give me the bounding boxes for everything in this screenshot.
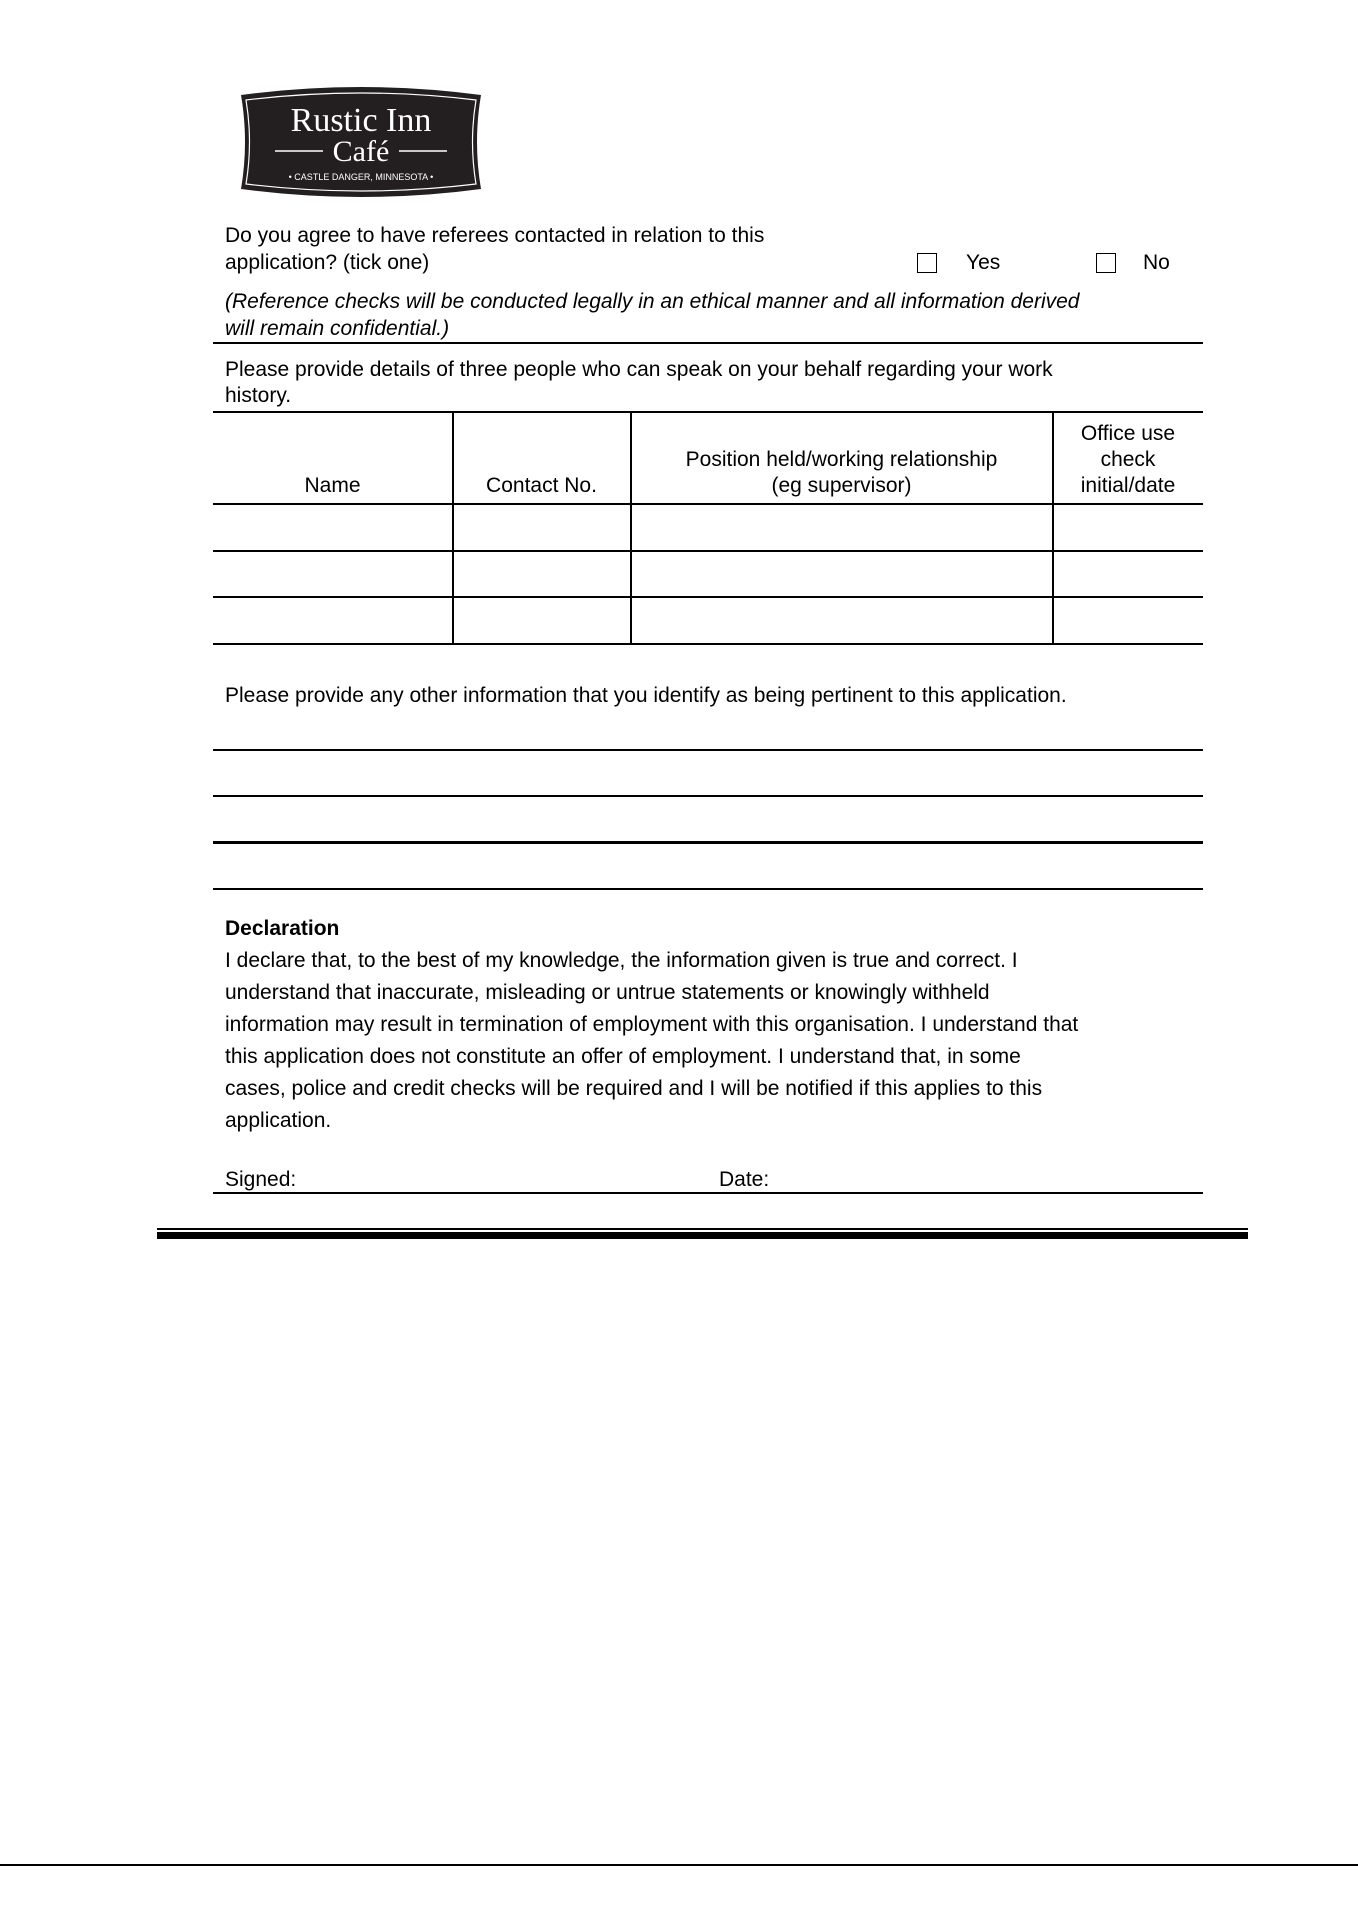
answer-rule: [213, 749, 1203, 751]
other-info-answer-line[interactable]: [213, 705, 1203, 749]
table-cell-office-use[interactable]: [1054, 598, 1203, 643]
table-cell-name[interactable]: [213, 505, 451, 550]
column-header-position-line2: (eg supervisor): [771, 474, 912, 497]
referees-intro-line2: history.: [225, 384, 292, 407]
declaration-line: cases, police and credit checks will be required and I will be notified if this applies to this: [225, 1077, 1043, 1100]
declaration-line: application.: [225, 1109, 332, 1132]
referees-question-line2: application? (tick one): [225, 251, 430, 274]
referees-question-line1: Do you agree to have referees contacted in relation to this: [225, 224, 765, 247]
yes-checkbox[interactable]: [917, 253, 937, 273]
date-field[interactable]: [780, 1162, 1200, 1192]
answer-rule: [213, 841, 1203, 844]
column-header-office-line2: check: [1100, 448, 1156, 471]
logo-tagline: • CASTLE DANGER, MINNESOTA •: [288, 172, 434, 182]
rustic-inn-cafe-logo: [235, 85, 487, 199]
logo-title-line1: Rustic Inn: [290, 102, 432, 139]
answer-rule: [213, 888, 1203, 890]
section-divider: [213, 342, 1203, 344]
column-header-position-line1: Position held/working relationship: [685, 448, 998, 471]
declaration-line: I declare that, to the best of my knowledge, the information given is true and correct. I: [225, 949, 1018, 972]
declaration-heading: Declaration: [225, 917, 340, 940]
other-info-answer-line[interactable]: [213, 798, 1203, 841]
logo-title-line2: Café: [332, 135, 390, 168]
table-cell-name[interactable]: [213, 598, 451, 643]
column-header-name-text: Name: [304, 474, 361, 497]
reference-note-line1: (Reference checks will be conducted legally in an ethical manner and all information derived: [225, 290, 1080, 313]
declaration-body: [225, 945, 1078, 1137]
signed-label: Signed:: [225, 1168, 297, 1191]
column-header-name: [213, 473, 452, 499]
declaration-line: information may result in termination of employment with this organisation. I understand that: [225, 1013, 1079, 1036]
table-cell-contact[interactable]: [454, 598, 629, 643]
table-cell-name[interactable]: [213, 552, 451, 596]
referees-table: [213, 411, 1203, 644]
date-label: Date:: [719, 1168, 770, 1191]
table-cell-position[interactable]: [632, 598, 1051, 643]
no-label: No: [1143, 251, 1170, 274]
table-bottom-border: [213, 643, 1203, 645]
yes-label: Yes: [966, 251, 1001, 274]
table-cell-position[interactable]: [632, 505, 1051, 550]
answer-rule: [213, 795, 1203, 797]
other-info-answer-line[interactable]: [213, 845, 1203, 888]
table-top-border: [213, 411, 1203, 413]
column-header-contact-text: Contact No.: [486, 474, 597, 497]
section-end-thin-rule: [157, 1228, 1248, 1230]
other-info-prompt: Please provide any other information that you identify as being pertinent to this application.: [225, 684, 1067, 707]
column-header-position: [631, 447, 1052, 499]
declaration-line: this application does not constitute an offer of employment. I understand that, in some: [225, 1045, 1021, 1068]
column-header-office-line1: Office use: [1080, 422, 1176, 445]
table-cell-office-use[interactable]: [1054, 552, 1203, 596]
table-cell-office-use[interactable]: [1054, 505, 1203, 550]
other-info-answer-line[interactable]: [213, 752, 1203, 795]
column-header-office-line3: initial/date: [1080, 474, 1176, 497]
reference-note-line2: will remain confidential.): [225, 317, 450, 340]
signature-rule: [213, 1192, 1203, 1194]
column-header-contact: [453, 473, 630, 499]
signature-field[interactable]: [305, 1162, 705, 1192]
table-cell-contact[interactable]: [454, 552, 629, 596]
section-end-thick-rule: [157, 1232, 1248, 1239]
page-footer-rule: [0, 1864, 1358, 1866]
declaration-line: understand that inaccurate, misleading or untrue statements or knowingly withheld: [225, 981, 990, 1004]
no-checkbox[interactable]: [1096, 253, 1116, 273]
referees-intro-line1: Please provide details of three people who can speak on your behalf regarding your work: [225, 358, 1053, 381]
column-header-office-use: [1053, 421, 1203, 499]
table-cell-position[interactable]: [632, 552, 1051, 596]
table-cell-contact[interactable]: [454, 505, 629, 550]
